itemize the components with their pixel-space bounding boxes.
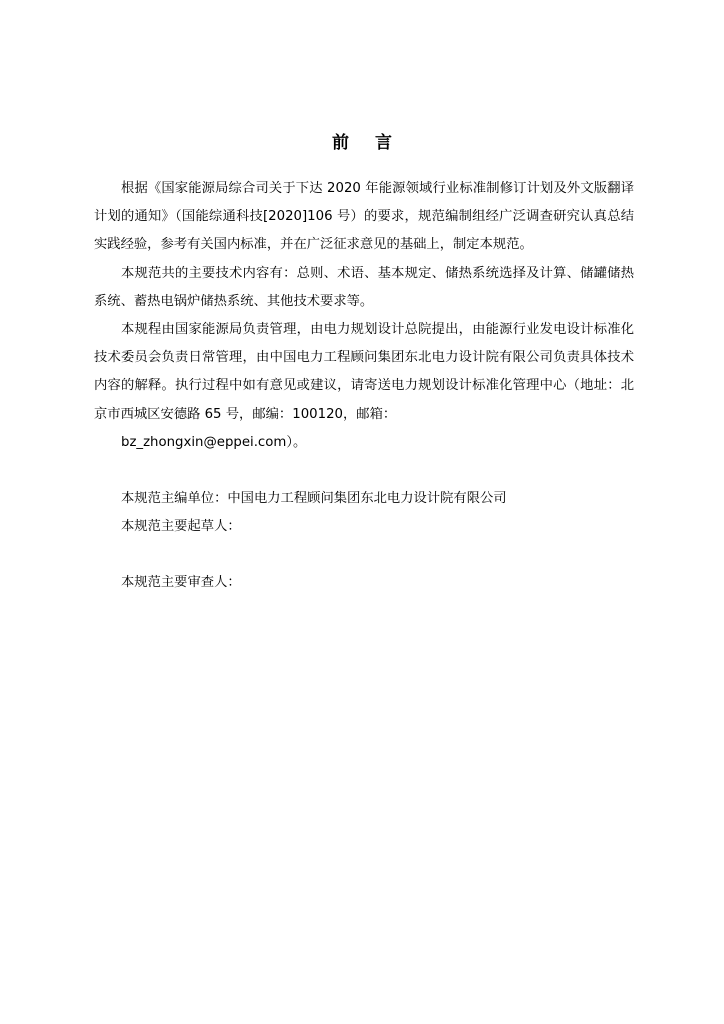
foreword-body bbox=[94, 175, 634, 598]
spacer bbox=[94, 541, 634, 569]
main-drafters: 本规范主要起草人： bbox=[121, 519, 241, 535]
paragraph-management: 本规程由国家能源局负责管理，由电力规划设计总院提出，由能源行业发电设计标准化技术委员会负责日常管理，由中国电力工程顾问集团东北电力设计院有限公司负责具体技术内容的解释。执行过程中如有意见或建议，请寄送电力规划设计标准化管理中心（地址：北京市西城区安德路 65 号，邮编：100120，邮箱： bbox=[94, 322, 634, 422]
page-title: 前 言 bbox=[332, 133, 402, 153]
paragraph-basis: 根据《国家能源局综合司关于下达 2020 年能源领域行业标准制修订计划及外文版翻译计划的通知》（国能综通科技[2020]106 号）的要求，规范编制组经广泛调查研究认真总结实践经验，参考有关国内标准，并在广泛征求意见的基础上，制定本规范。 bbox=[94, 181, 634, 253]
spacer bbox=[94, 457, 634, 485]
main-reviewers: 本规范主要审查人： bbox=[121, 575, 241, 591]
email-address: bz_zhongxin@eppei.com）。 bbox=[121, 434, 307, 450]
chief-editor-unit: 本规范主编单位：中国电力工程顾问集团东北电力设计院有限公司 bbox=[121, 491, 507, 507]
paragraph-content: 本规范共的主要技术内容有：总则、术语、基本规定、储热系统选择及计算、储罐储热系统、蓄热电锅炉储热系统、其他技术要求等。 bbox=[94, 265, 634, 309]
